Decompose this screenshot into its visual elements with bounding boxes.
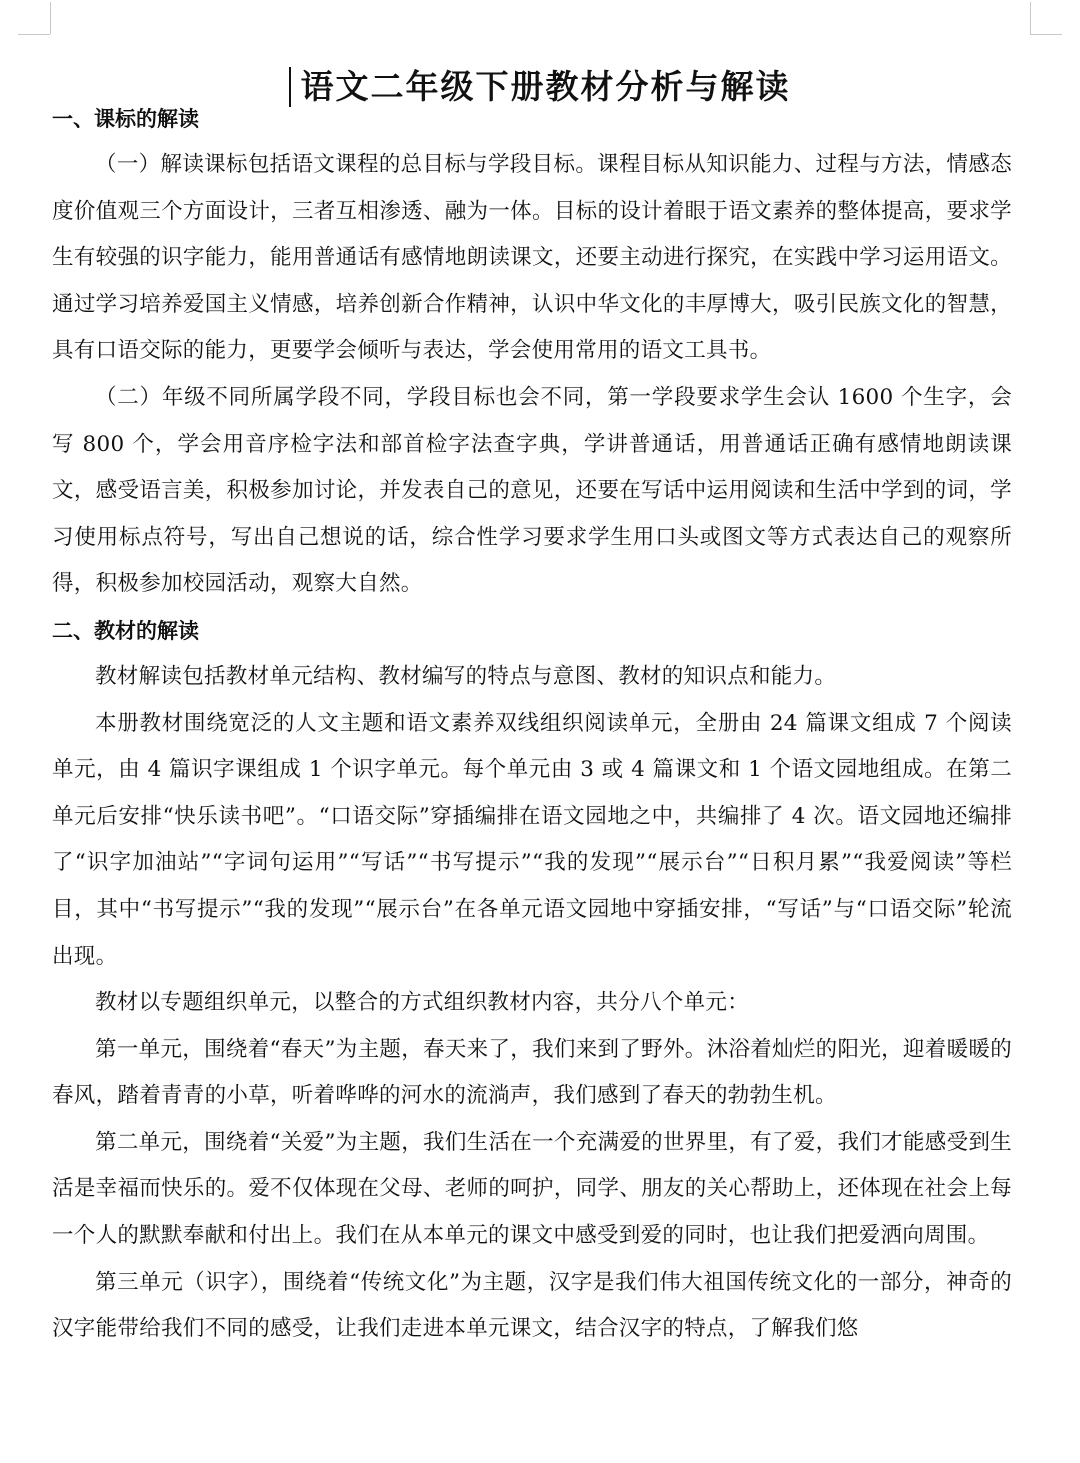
document-body[interactable]	[52, 96, 1012, 1353]
title-area[interactable]	[0, 40, 1080, 107]
section-heading: 二、教材的解读	[52, 618, 199, 643]
paragraph: 第一单元，围绕着“春天”为主题，春天来了，我们来到了野外。沐浴着灿烂的阳光，迎着暖暖的春风，踏着青青的小草，听着哗哗的河水的流淌声，我们感到了春天的勃勃生机。	[52, 1036, 1012, 1109]
paragraph: （一）解读课标包括语文课程的总目标与学段目标。课程目标从知识能力、过程与方法，情感态度价值观三个方面设计，三者互相渗透、融为一体。目标的设计着眼于语文素养的整体提高，要求学生有较强的识字能力，能用普通话有感情地朗读课文，还要主动进行探究，在实践中学习运用语文。通过学习培养爱国主义情感，培养创新合作精神，认识中华文化的丰厚博大，吸引民族文化的智慧，具有口语交际的能力，更要学会倾听与表达，学会使用常用的语文工具书。	[52, 152, 1012, 364]
paragraph: 第二单元，围绕着“关爱”为主题，我们生活在一个充满爱的世界里，有了爱，我们才能感受到生活是幸福而快乐的。爱不仅体现在父母、老师的呵护，同学、朋友的关心帮助上，还体现在社会上每一个人的默默奉献和付出上。我们在从本单元的课文中感受到爱的同时，也让我们把爱洒向周围。	[52, 1129, 1012, 1249]
section-textbook	[52, 608, 1012, 1353]
crop-mark-top-left-vertical	[50, 2, 51, 34]
crop-mark-top-right-horizontal	[1030, 34, 1062, 35]
section-curriculum	[52, 96, 1012, 608]
crop-mark-top-right-vertical	[1030, 2, 1031, 34]
paragraph: （二）年级不同所属学段不同，学段目标也会不同，第一学段要求学生会认 1600 个生字，会写 800 个，学会用音序检字法和部首检字法查字典，学讲普通话，用普通话正确有感情地朗读课文，感受语言美，积极参加讨论，并发表自己的意见，还要在写话中运用阅读和生活中学到的词，学习使用标点符号，写出自己想说的话，综合性学习要求学生用口头或图文等方式表达自己的观察所得，积极参加校园活动，观察大自然。	[52, 384, 1012, 597]
paragraph: 第三单元（识字），围绕着“传统文化”为主题，汉字是我们伟大祖国传统文化的一部分，神奇的汉字能带给我们不同的感受，让我们走进本单元课文，结合汉字的特点，了解我们悠	[52, 1269, 1012, 1342]
document-title: 语文二年级下册教材分析与解读	[300, 67, 791, 107]
paragraph: 教材解读包括教材单元结构、教材编写的特点与意图、教材的知识点和能力。	[95, 663, 837, 689]
section-heading: 一、课标的解读	[52, 107, 199, 131]
crop-mark-top-left-horizontal	[18, 34, 50, 35]
paragraph: 本册教材围绕宽泛的人文主题和语文素养双线组织阅读单元，全册由 24 篇课文组成 7 个阅读单元，由 4 篇识字课组成 1 个识字单元。每个单元由 3 或 4 篇课文和 1 个语文园地组成。在第二单元后安排“快乐读书吧”。“口语交际”穿插编排在语文园地之中，共编排了 4 次。语文园地还编排了“识字加油站”“字词句运用”“写话”“书写提示”“我的发现”“展示台”“日积月累”“我爱阅读”等栏目，其中“书写提示”“我的发现”“展示台”在各单元语文园地中穿插安排，“写话”与“口语交际”轮流出现。	[52, 710, 1012, 969]
paragraph: 教材以专题组织单元，以整合的方式组织教材内容，共分八个单元：	[95, 990, 750, 1016]
